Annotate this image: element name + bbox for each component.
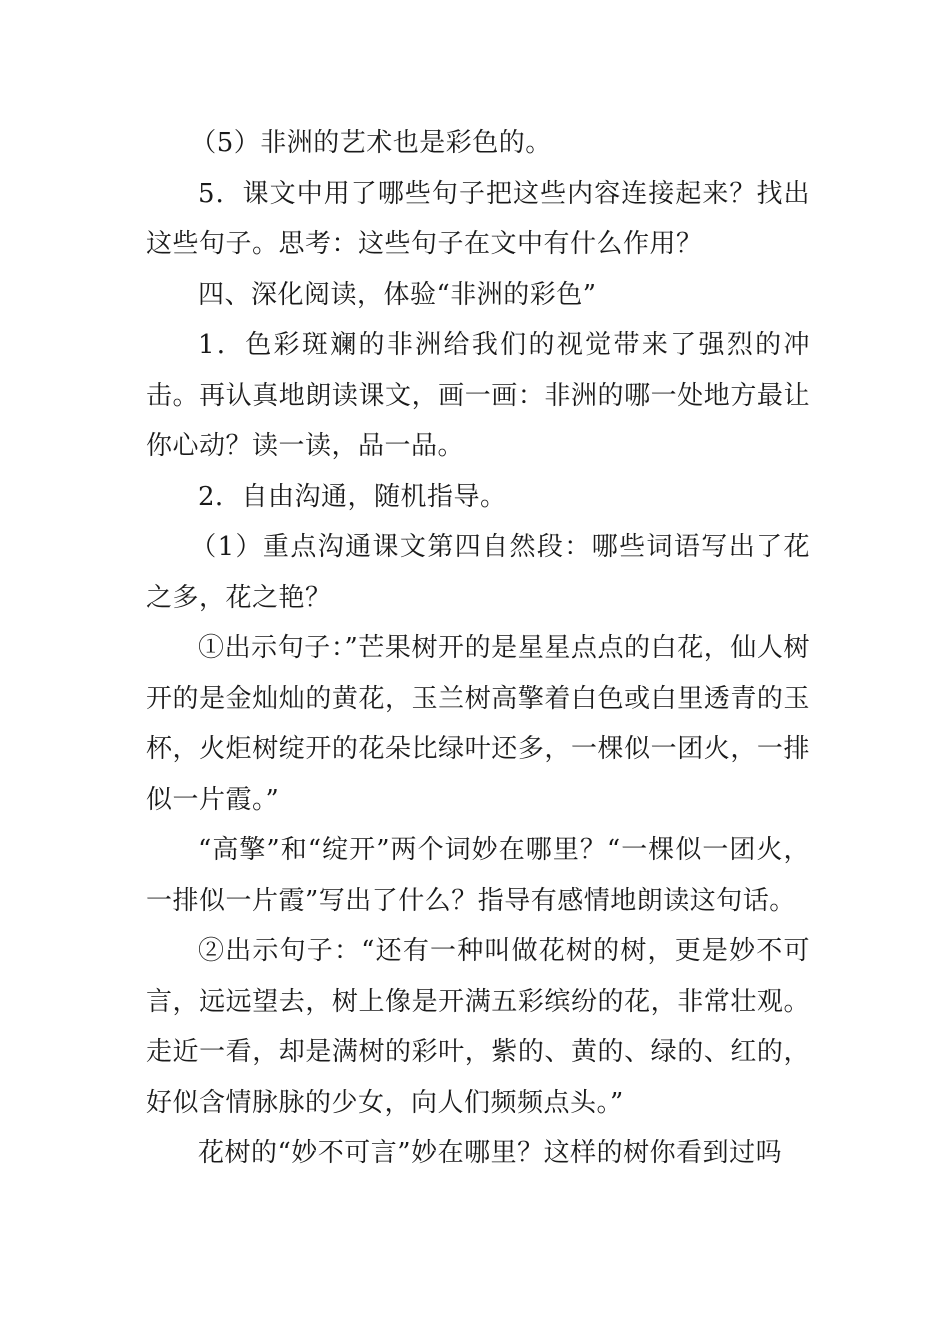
- paragraph-item-5: （5）非洲的艺术也是彩色的。: [190, 128, 552, 158]
- paragraph-discussion-1: “高擎”和“绽开”两个词妙在哪里？“一棵似一团火，一排似一片霞”写出了什么？指导有感情地朗读这句话。: [146, 835, 810, 916]
- paragraph-step-1: 1．色彩斑斓的非洲给我们的视觉带来了强烈的冲击。再认真地朗读课文，画一画：非洲的哪一处地方最让你心动？读一读，品一品。: [146, 330, 810, 461]
- paragraph-quote-2: ②出示句子：“还有一种叫做花树的树，更是妙不可言，远远望去，树上像是开满五彩缤纷的花，非常壮观。走近一看，却是满树的彩叶，紫的、黄的、绿的、红的，好似含情脉脉的少女，向人们频频点头。”: [146, 936, 810, 1118]
- paragraph-discussion-2: 花树的“妙不可言”妙在哪里？这样的树你看到过吗: [198, 1138, 783, 1168]
- paragraph-subitem-1: （1）重点沟通课文第四自然段：哪些词语写出了花之多，花之艳？: [146, 532, 810, 613]
- document-body: [146, 118, 810, 1179]
- paragraph-quote-1: ①出示句子：”芒果树开的是星星点点的白花，仙人树开的是金灿灿的黄花，玉兰树高擎着白色或白里透青的玉杯，火炬树绽开的花朵比绿叶还多，一棵似一团火，一排似一片霞。”: [146, 633, 810, 815]
- section-heading-4: 四、深化阅读，体验“非洲的彩色”: [198, 279, 597, 310]
- paragraph-step-2: 2．自由沟通，随机指导。: [198, 481, 507, 512]
- paragraph-question-5: 5．课文中用了哪些句子把这些内容连接起来？找出这些句子。思考：这些句子在文中有什么作用？: [146, 178, 810, 259]
